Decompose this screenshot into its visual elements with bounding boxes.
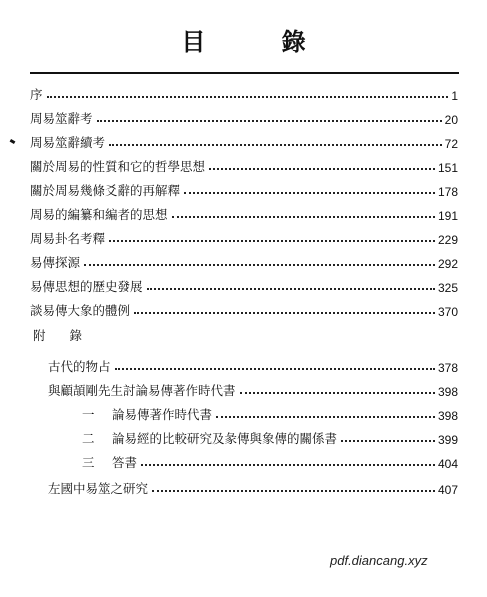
toc-entry-page: 1 (451, 89, 458, 103)
toc-entry[interactable] (30, 81, 458, 103)
toc-entry-label: 易傳思想的歷史發展 (30, 279, 143, 294)
toc-entry-label: 與顧頡剛先生討論易傳著作時代書 (48, 383, 236, 398)
toc-entry-label: 關於周易幾條爻辭的再解釋 (30, 183, 181, 198)
toc-entry[interactable] (30, 249, 458, 271)
dot-leader (341, 440, 435, 442)
dot-leader (97, 120, 442, 122)
appendix-entry[interactable] (48, 475, 458, 497)
toc-entry-page: 292 (437, 257, 458, 271)
toc-entry-label: 關於周易的性質和它的哲學思想 (30, 159, 206, 174)
toc-entry-label: 談易傳大象的體例 (30, 303, 131, 318)
toc-entry[interactable] (30, 105, 458, 127)
dot-leader (109, 240, 435, 242)
toc-entry-label: 周易的編纂和編者的思想 (30, 207, 168, 222)
toc-entry-page: 191 (437, 209, 458, 223)
toc-entry-label: 周易筮辭考 (30, 111, 93, 126)
toc-entry-page: 178 (437, 185, 458, 199)
appendix-sub-entry[interactable] (82, 425, 458, 447)
dot-leader (209, 168, 435, 170)
toc-entry-page: 20 (444, 113, 458, 127)
appendix-sub-entry[interactable] (82, 449, 458, 471)
toc-entry-page: 151 (437, 161, 458, 175)
dot-leader (109, 144, 442, 146)
sub-entry-number: 一 (82, 407, 95, 422)
toc-entry-page: 398 (437, 409, 458, 423)
toc-entry-label: 周易筮辭續考 (30, 135, 106, 150)
toc-entry[interactable] (30, 177, 458, 199)
dot-leader (115, 368, 435, 370)
toc-entry-page: 229 (437, 233, 458, 247)
toc-entry-page: 398 (437, 385, 458, 399)
dot-leader (47, 96, 449, 98)
toc-entry[interactable] (30, 273, 458, 295)
dot-leader (184, 192, 435, 194)
toc-entry-page: 399 (437, 433, 458, 447)
page-title: 目 錄 (181, 27, 340, 56)
appendix-heading: 附 錄 (33, 328, 92, 343)
dot-leader (141, 464, 435, 466)
toc-entry-page: 72 (444, 137, 458, 151)
sub-entry-number: 三 (82, 455, 95, 470)
toc-entry-page: 378 (437, 361, 458, 375)
toc-entry-label: 左國中易筮之研究 (48, 481, 149, 496)
toc-entry-page: 325 (437, 281, 458, 295)
toc-entry[interactable] (30, 297, 458, 319)
toc-entry-page: 370 (437, 305, 458, 319)
toc-entry-label: 論易經的比較研究及彖傳與象傳的關係書 (112, 431, 338, 446)
title-rule (30, 72, 459, 74)
dot-leader (240, 392, 435, 394)
toc-entry-label: 周易卦名考釋 (30, 231, 106, 246)
toc-entry-label: 論易傳著作時代書 (112, 407, 213, 422)
appendix-entry[interactable] (48, 377, 458, 399)
dot-leader (147, 288, 435, 290)
toc-entry-label: 易傳探源 (30, 255, 81, 270)
dot-leader (134, 312, 435, 314)
dot-leader (84, 264, 435, 266)
stray-mark (10, 139, 16, 144)
dot-leader (216, 416, 435, 418)
sub-entry-number: 二 (82, 431, 95, 446)
toc-entry[interactable] (30, 201, 458, 223)
toc-entry-page: 404 (437, 457, 458, 471)
appendix-entry[interactable] (48, 353, 458, 375)
dot-leader (152, 490, 435, 492)
toc-entry[interactable] (30, 153, 458, 175)
watermark-text: pdf.diancang.xyz (330, 553, 428, 568)
toc-entry-label: 古代的物占 (48, 359, 111, 374)
toc-entry-label: 序 (30, 87, 43, 102)
appendix-sub-entry[interactable] (82, 401, 458, 423)
toc-entry-label: 答書 (112, 455, 138, 470)
dot-leader (172, 216, 435, 218)
toc-entry[interactable] (30, 129, 458, 151)
toc-entry-page: 407 (437, 483, 458, 497)
toc-entry[interactable] (30, 225, 458, 247)
